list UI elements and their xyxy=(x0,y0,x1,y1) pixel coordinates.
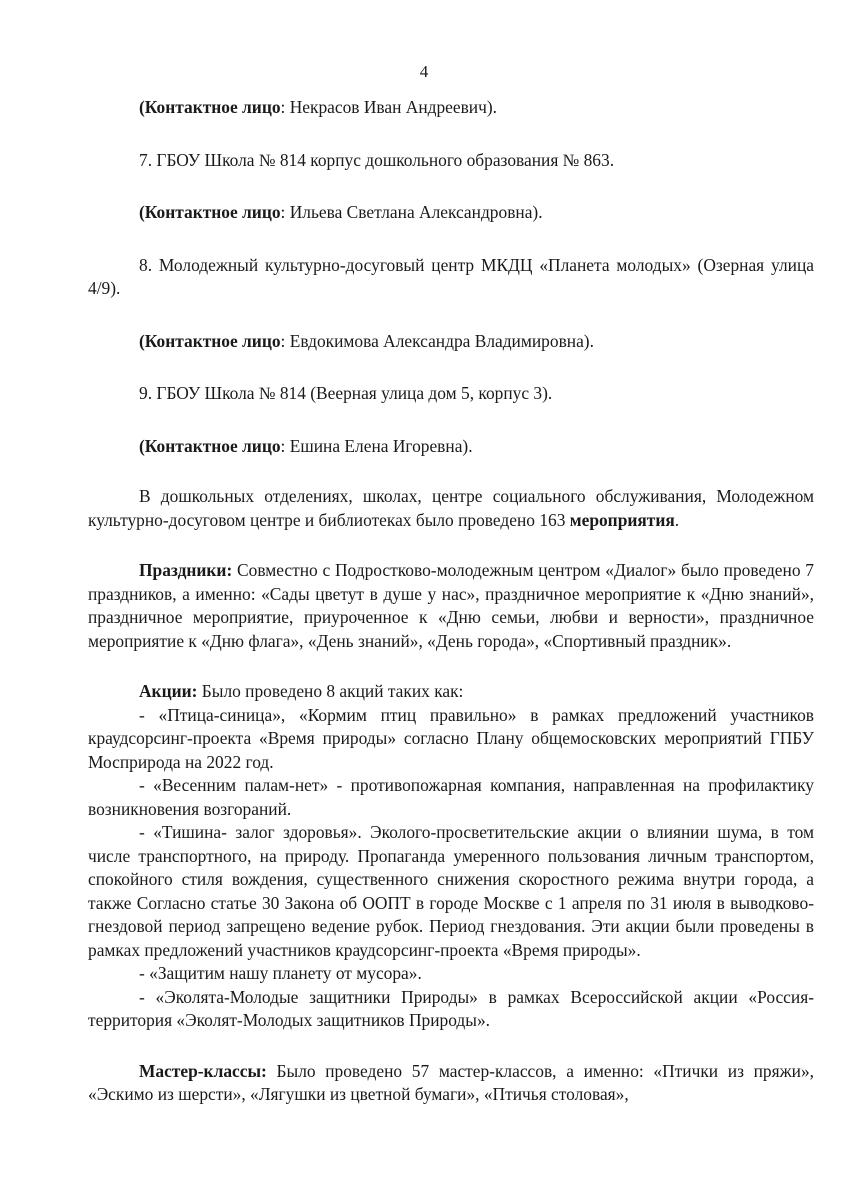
masterclasses-paragraph xyxy=(88,1060,814,1107)
contact-label: (Контактное лицо xyxy=(139,202,281,222)
actions-label: Акции: xyxy=(139,681,198,701)
action-item: - «Птица-синица», «Кормим птиц правильно» в рамках предложений участников краудсорсинг-проекта «Время природы» согласно Плану общемосковских мероприятий ГПБУ Мосприрода на 2022 год. xyxy=(88,704,814,772)
actions-paragraph xyxy=(88,680,814,704)
masterclasses-text: Было проведено 57 мастер-классов, а именно: «Птички из пряжи», «Эскимо из шерсти», «Лягушки из цветной бумаги», «Птичья столовая», xyxy=(88,1060,814,1104)
actions-text: Было проведено 8 акций таких как: xyxy=(197,681,464,701)
summary-end: . xyxy=(674,509,680,530)
document-body xyxy=(88,96,814,1107)
summary-paragraph xyxy=(88,485,814,532)
contact-name: : Евдокимова Александра Владимировна). xyxy=(280,330,594,351)
org-item: 8. Молодежный культурно-досуговый центр МКДЦ «Планета молодых» (Озерная улица 4/9). xyxy=(88,254,814,298)
page-number: 4 xyxy=(419,62,429,81)
action-item: - «Защитим нашу планету от мусора». xyxy=(139,963,422,983)
contact-name: : Ильева Светлана Александровна). xyxy=(280,202,543,222)
contact-line xyxy=(88,435,814,459)
contact-label: (Контактное лицо xyxy=(139,330,281,351)
holidays-label: Праздники: xyxy=(139,560,233,580)
summary-text: В дошкольных отделениях, школах, центре социального обслуживания, Молодежном культурно-досуговом центре и библиотеках было проведено 163 xyxy=(88,486,814,530)
contact-label: (Контактное лицо xyxy=(139,97,281,117)
contact-name: : Ешина Елена Игоревна). xyxy=(280,435,473,456)
masterclasses-label: Мастер-классы: xyxy=(139,1060,267,1081)
summary-bold: мероприятия xyxy=(569,509,675,530)
org-item: 7. ГБОУ Школа № 814 корпус дошкольного образования № 863. xyxy=(139,149,615,170)
action-item: - «Эколята-Молодые защитники Природы» в рамках Всероссийской акции «Россия-территория «Эколят-Молодых защитников Природы». xyxy=(88,986,814,1030)
org-item: 9. ГБОУ Школа № 814 (Веерная улица дом 5, корпус 3). xyxy=(139,383,553,403)
action-item: - «Весенним палам-нет» - противопожарная компания, направленная на профилактику возникновения возгораний. xyxy=(88,775,814,819)
contact-line xyxy=(88,201,814,225)
contact-label: (Контактное лицо xyxy=(139,435,281,456)
contact-line xyxy=(88,330,814,354)
holidays-text: Совместно с Подростково-молодежным центром «Диалог» было проведено 7 праздников, а именно: «Сады цветут в душе у нас», праздничное мероприятие к «Дню знаний», праздничное мероприятие, приуроченное к «Дню семьи, любви и верности», праздничное мероприятие к «Дню флага», «День знаний», «День города», «Спортивный праздник». xyxy=(88,560,814,651)
action-item: - «Тишина- залог здоровья». Эколого-просветительские акции о влиянии шума, в том числе транспортного, на природу. Пропаганда умеренного пользования личным транспортом, спокойного стиля вождения, существенного снижения скоростного режима внутри города, а также Согласно статье 30 Закона об ООПТ в городе Москве с 1 апреля по 31 июля в выводково-гнездовой период запрещено ведение рубок. Период гнездования. Эти акции были проведены в рамках предложений участников краудсорсинг-проекта «Время природы». xyxy=(88,822,814,960)
holidays-paragraph xyxy=(88,559,814,653)
contact-name: : Некрасов Иван Андреевич). xyxy=(280,97,498,117)
contact-line xyxy=(88,96,814,120)
